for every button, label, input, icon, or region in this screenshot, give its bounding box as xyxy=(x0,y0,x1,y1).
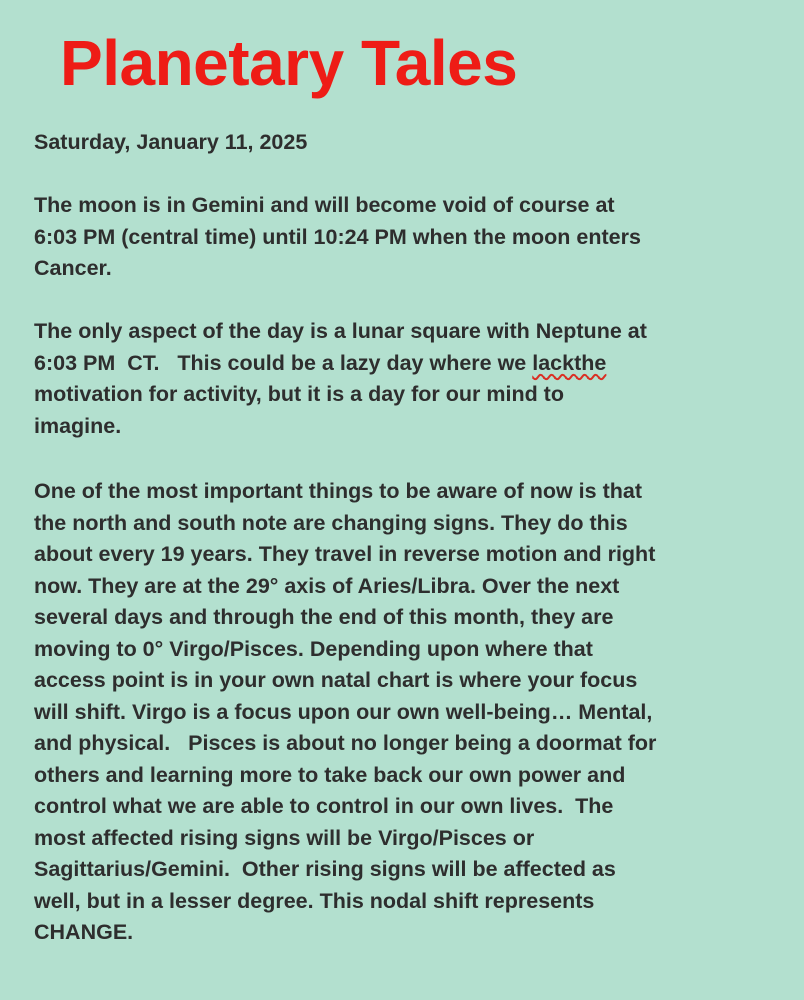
text-line: access point is in your own natal chart is where your focus xyxy=(34,668,638,692)
text-line: the north and south note are changing signs. They do this xyxy=(34,510,628,535)
text-line: The moon is in Gemini and will become void of course at xyxy=(34,193,615,217)
text-line: control what we are able to control in our own lives. The xyxy=(34,794,614,818)
text-line: and physical. Pisces is about no longer being a doormat for xyxy=(34,731,657,755)
spellcheck-flagged-word[interactable]: lackthe xyxy=(532,350,607,375)
text-line: about every 19 years. They travel in reverse motion and right xyxy=(34,542,656,566)
text-line: now. They are at the 29° axis of Aries/Libra. Over the next xyxy=(34,573,620,598)
text-line: The only aspect of the day is a lunar square with Neptune at xyxy=(34,319,647,343)
text-line: motivation for activity, but it is a day for our mind to xyxy=(34,382,564,406)
text-line: will shift. Virgo is a focus upon our own well-being… Mental, xyxy=(34,699,653,724)
text-line: others and learning more to take back our own power and xyxy=(34,762,626,787)
text-line: well, but in a lesser degree. This nodal shift represents xyxy=(34,888,595,913)
text-line: several days and through the end of this month, they are xyxy=(34,605,614,629)
page-title: Planetary Tales xyxy=(60,27,518,99)
paragraph-nodal-shift xyxy=(34,476,774,949)
text-line: Cancer. xyxy=(34,256,112,280)
text-line xyxy=(34,348,774,380)
text-line: CHANGE. xyxy=(34,920,134,944)
text-line: One of the most important things to be aware of now is that xyxy=(34,479,642,503)
text-line: most affected rising signs will be Virgo/Pisces or xyxy=(34,825,535,850)
text-line: moving to 0° Virgo/Pisces. Depending upon where that xyxy=(34,636,593,661)
text-line: Sagittarius/Gemini. Other rising signs will be affected as xyxy=(34,857,616,881)
paragraph-moon-void xyxy=(34,190,774,285)
text-line: 6:03 PM (central time) until 10:24 PM when the moon enters xyxy=(34,224,641,249)
paragraph-lunar-aspect xyxy=(34,316,774,442)
text-segment: 6:03 PM CT. This could be a lazy day where we xyxy=(34,350,533,375)
post-date: Saturday, January 11, 2025 xyxy=(34,130,308,154)
text-line: imagine. xyxy=(34,413,122,438)
